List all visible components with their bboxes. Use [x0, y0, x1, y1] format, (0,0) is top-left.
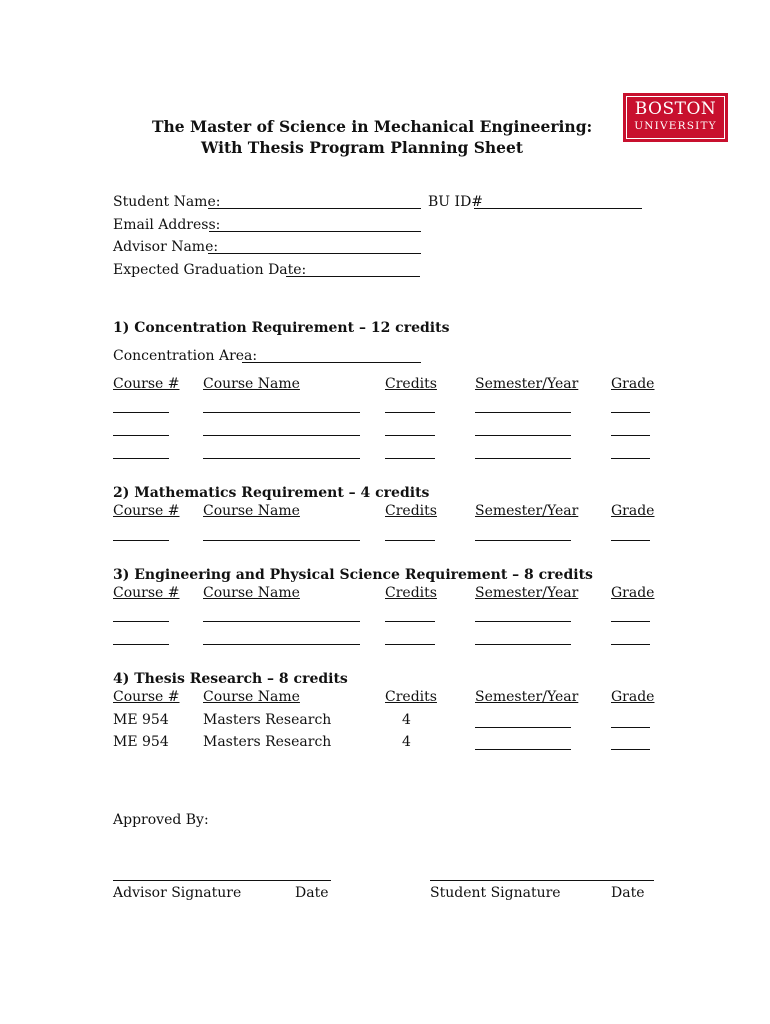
s1-r2-name-field[interactable] — [203, 435, 360, 436]
s4-r2-grade-field[interactable] — [611, 749, 650, 750]
s2-r1-name-field[interactable] — [203, 540, 360, 541]
student-name-label: Student Name: — [113, 194, 221, 210]
s1-col-name: Course Name — [203, 376, 300, 392]
student-date-label: Date — [611, 885, 645, 901]
s3-col-grade: Grade — [611, 585, 655, 601]
s3-col-semester: Semester/Year — [475, 585, 579, 601]
s3-r1-course-field[interactable] — [113, 621, 169, 622]
s4-r1-grade-field[interactable] — [611, 727, 650, 728]
s1-col-grade: Grade — [611, 376, 655, 392]
s1-r2-semester-field[interactable] — [475, 435, 571, 436]
section-3-heading: 3) Engineering and Physical Science Requirement – 8 credits — [113, 567, 593, 583]
s3-r2-grade-field[interactable] — [611, 644, 650, 645]
section-4-heading: 4) Thesis Research – 8 credits — [113, 671, 348, 687]
advisor-date-label: Date — [295, 885, 329, 901]
s3-r1-semester-field[interactable] — [475, 621, 571, 622]
s1-r1-course-field[interactable] — [113, 412, 169, 413]
section-1-heading: 1) Concentration Requirement – 12 credits — [113, 320, 450, 336]
s4-r2-name: Masters Research — [203, 734, 332, 750]
s4-r2-semester-field[interactable] — [475, 749, 571, 750]
s2-col-grade: Grade — [611, 503, 655, 519]
s1-r3-course-field[interactable] — [113, 458, 169, 459]
s2-col-semester: Semester/Year — [475, 503, 579, 519]
s1-r3-credits-field[interactable] — [385, 458, 435, 459]
s1-r2-credits-field[interactable] — [385, 435, 435, 436]
s1-r1-semester-field[interactable] — [475, 412, 571, 413]
document-title-line-1: The Master of Science in Mechanical Engineering: — [152, 117, 593, 136]
s1-r2-course-field[interactable] — [113, 435, 169, 436]
s3-col-name: Course Name — [203, 585, 300, 601]
s4-col-name: Course Name — [203, 689, 300, 705]
s3-col-course: Course # — [113, 585, 180, 601]
graduation-date-field[interactable] — [286, 276, 420, 277]
s4-col-grade: Grade — [611, 689, 655, 705]
s2-r1-course-field[interactable] — [113, 540, 169, 541]
s4-r2-course: ME 954 — [113, 734, 169, 750]
student-name-field[interactable] — [208, 208, 421, 209]
concentration-area-label: Concentration Area: — [113, 348, 258, 364]
s3-r1-name-field[interactable] — [203, 621, 360, 622]
advisor-name-field[interactable] — [208, 253, 421, 254]
s2-r1-credits-field[interactable] — [385, 540, 435, 541]
s1-r2-grade-field[interactable] — [611, 435, 650, 436]
s1-r3-semester-field[interactable] — [475, 458, 571, 459]
s1-col-credits: Credits — [385, 376, 437, 392]
s2-col-name: Course Name — [203, 503, 300, 519]
s4-r2-credits: 4 — [402, 734, 411, 750]
graduation-date-label: Expected Graduation Date: — [113, 262, 307, 278]
logo-frame — [626, 96, 725, 139]
s1-r1-credits-field[interactable] — [385, 412, 435, 413]
s2-col-course: Course # — [113, 503, 180, 519]
s1-r1-name-field[interactable] — [203, 412, 360, 413]
bu-id-label: BU ID# — [428, 194, 484, 210]
s1-col-semester: Semester/Year — [475, 376, 579, 392]
s4-r1-course: ME 954 — [113, 712, 169, 728]
s3-r2-name-field[interactable] — [203, 644, 360, 645]
s2-r1-grade-field[interactable] — [611, 540, 650, 541]
advisor-signature-label: Advisor Signature — [113, 885, 242, 901]
approved-by-label: Approved By: — [113, 812, 209, 828]
s4-r1-credits: 4 — [402, 712, 411, 728]
student-signature-line[interactable] — [430, 880, 654, 881]
s3-r2-credits-field[interactable] — [385, 644, 435, 645]
s1-r1-grade-field[interactable] — [611, 412, 650, 413]
s1-r3-name-field[interactable] — [203, 458, 360, 459]
s1-r3-grade-field[interactable] — [611, 458, 650, 459]
email-label: Email Address: — [113, 217, 221, 233]
s4-col-semester: Semester/Year — [475, 689, 579, 705]
s1-col-course: Course # — [113, 376, 180, 392]
s4-r1-semester-field[interactable] — [475, 727, 571, 728]
section-2-heading: 2) Mathematics Requirement – 4 credits — [113, 485, 430, 501]
advisor-name-label: Advisor Name: — [113, 239, 219, 255]
s3-r1-credits-field[interactable] — [385, 621, 435, 622]
concentration-area-field[interactable] — [242, 362, 421, 363]
logo-line-2: UNIVERSITY — [634, 120, 717, 132]
logo-line-1: BOSTON — [634, 99, 717, 119]
s3-r2-course-field[interactable] — [113, 644, 169, 645]
boston-university-logo — [623, 93, 728, 142]
student-signature-label: Student Signature — [430, 885, 561, 901]
s4-r1-name: Masters Research — [203, 712, 332, 728]
bu-id-field[interactable] — [474, 208, 642, 209]
s4-col-credits: Credits — [385, 689, 437, 705]
advisor-signature-line[interactable] — [113, 880, 331, 881]
email-field[interactable] — [209, 231, 421, 232]
s3-col-credits: Credits — [385, 585, 437, 601]
s3-r2-semester-field[interactable] — [475, 644, 571, 645]
document-title-line-2: With Thesis Program Planning Sheet — [200, 138, 524, 157]
s2-r1-semester-field[interactable] — [475, 540, 571, 541]
s3-r1-grade-field[interactable] — [611, 621, 650, 622]
s2-col-credits: Credits — [385, 503, 437, 519]
s4-col-course: Course # — [113, 689, 180, 705]
